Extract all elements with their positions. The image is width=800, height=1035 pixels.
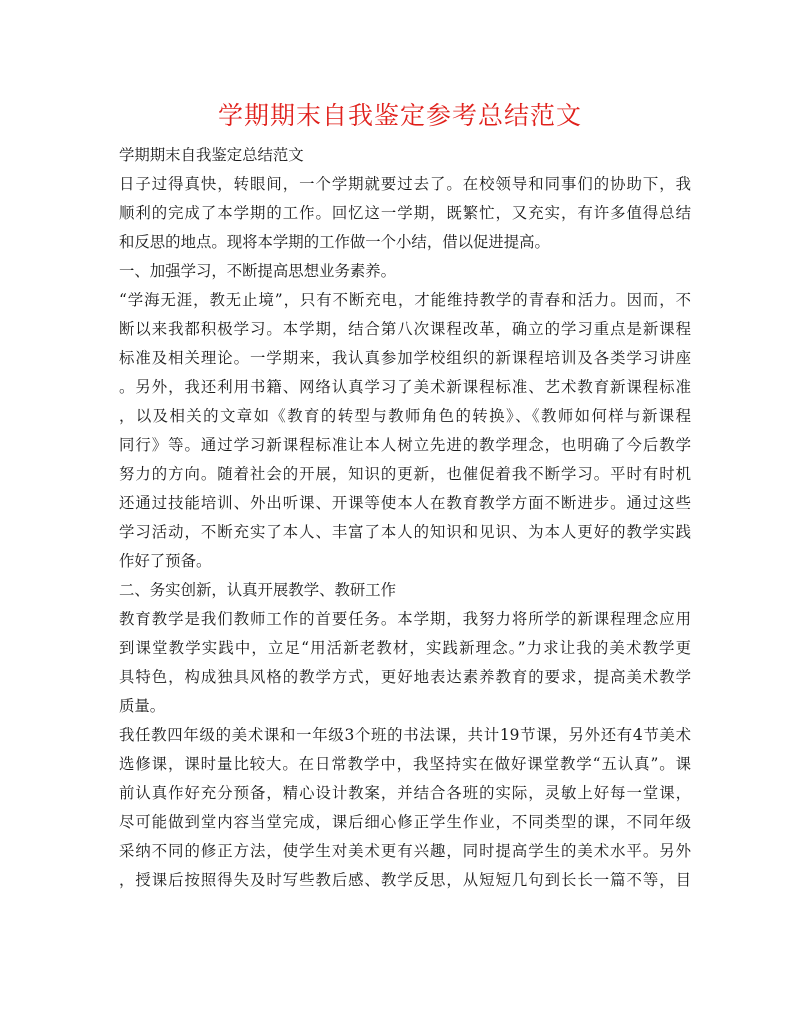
body-line: 同行》等。通过学习新课程标准让本人树立先进的教学理念，也明确了今后教学: [119, 436, 691, 454]
body-line: 。另外，我还利用书籍、网络认真学习了美术新课程标准、艺术教育新课程标准: [119, 378, 691, 396]
body-line: 日子过得真快，转眼间，一个学期就要过去了。在校领导和同事们的协助下，我: [119, 175, 691, 193]
body-line: 我任教四年级的美术课和一年级3个班的书法课，共计19节课，另外还有4节美术: [119, 726, 691, 744]
body-line: 断以来我都积极学习。本学期，结合第八次课程改革，确立的学习重点是新课程: [119, 320, 691, 338]
document-body: [119, 141, 691, 895]
body-line: 作好了预备。: [119, 552, 212, 570]
body-line: 质量。: [119, 697, 166, 715]
body-line: 尽可能做到堂内容当堂完成，课后细心修正学生作业，不同类型的课，不同年级: [119, 813, 691, 831]
body-line: 一、加强学习，不断提高思想业务素养。: [119, 262, 397, 280]
document-subtitle: 学期期末自我鉴定总结范文: [119, 146, 304, 164]
body-line: 努力的方向。随着社会的开展，知识的更新，也催促着我不断学习。平时有时机: [119, 465, 691, 483]
body-line: 到课堂教学实践中，立足“用活新老教材，实践新理念。”力求让我的美术教学更: [119, 639, 691, 657]
body-line: 和反思的地点。现将本学期的工作做一个小结，借以促进提高。: [119, 233, 550, 251]
body-line: “学海无涯，教无止境”，只有不断充电，才能维持教学的青春和活力。因而，不: [119, 291, 691, 309]
body-line: 教育教学是我们教师工作的首要任务。本学期，我努力将所学的新课程理念应用: [119, 610, 691, 628]
body-line: 顺利的完成了本学期的工作。回忆这一学期，既繁忙，又充实，有许多值得总结: [119, 204, 691, 222]
body-line: 学习活动，不断充实了本人、丰富了本人的知识和见识、为本人更好的教学实践: [119, 523, 691, 541]
body-line: 具特色，构成独具风格的教学方式，更好地表达素养教育的要求，提高美术教学: [119, 668, 691, 686]
body-line: ，以及相关的文章如《教育的转型与教师角色的转换》、《教师如何样与新课程: [119, 407, 691, 425]
body-line: 选修课，课时量比较大。在日常教学中，我坚持实在做好课堂教学“五认真”。课: [119, 755, 691, 773]
body-line: 二、务实创新，认真开展教学、教研工作: [119, 581, 397, 599]
body-line: ，授课后按照得失及时写些教后感、教学反思，从短短几句到长长一篇不等，目: [119, 871, 691, 889]
body-line: 标准及相关理论。一学期来，我认真参加学校组织的新课程培训及各类学习讲座: [119, 349, 691, 367]
body-line: 采纳不同的修正方法，使学生对美术更有兴趣，同时提高学生的美术水平。另外: [119, 842, 691, 860]
body-line: 还通过技能培训、外出听课、开课等使本人在教育教学方面不断进步。通过这些: [119, 494, 691, 512]
body-line: 前认真作好充分预备，精心设计教案，并结合各班的实际，灵敏上好每一堂课，: [119, 784, 691, 802]
document-title: 学期期末自我鉴定参考总结范文: [217, 101, 582, 130]
